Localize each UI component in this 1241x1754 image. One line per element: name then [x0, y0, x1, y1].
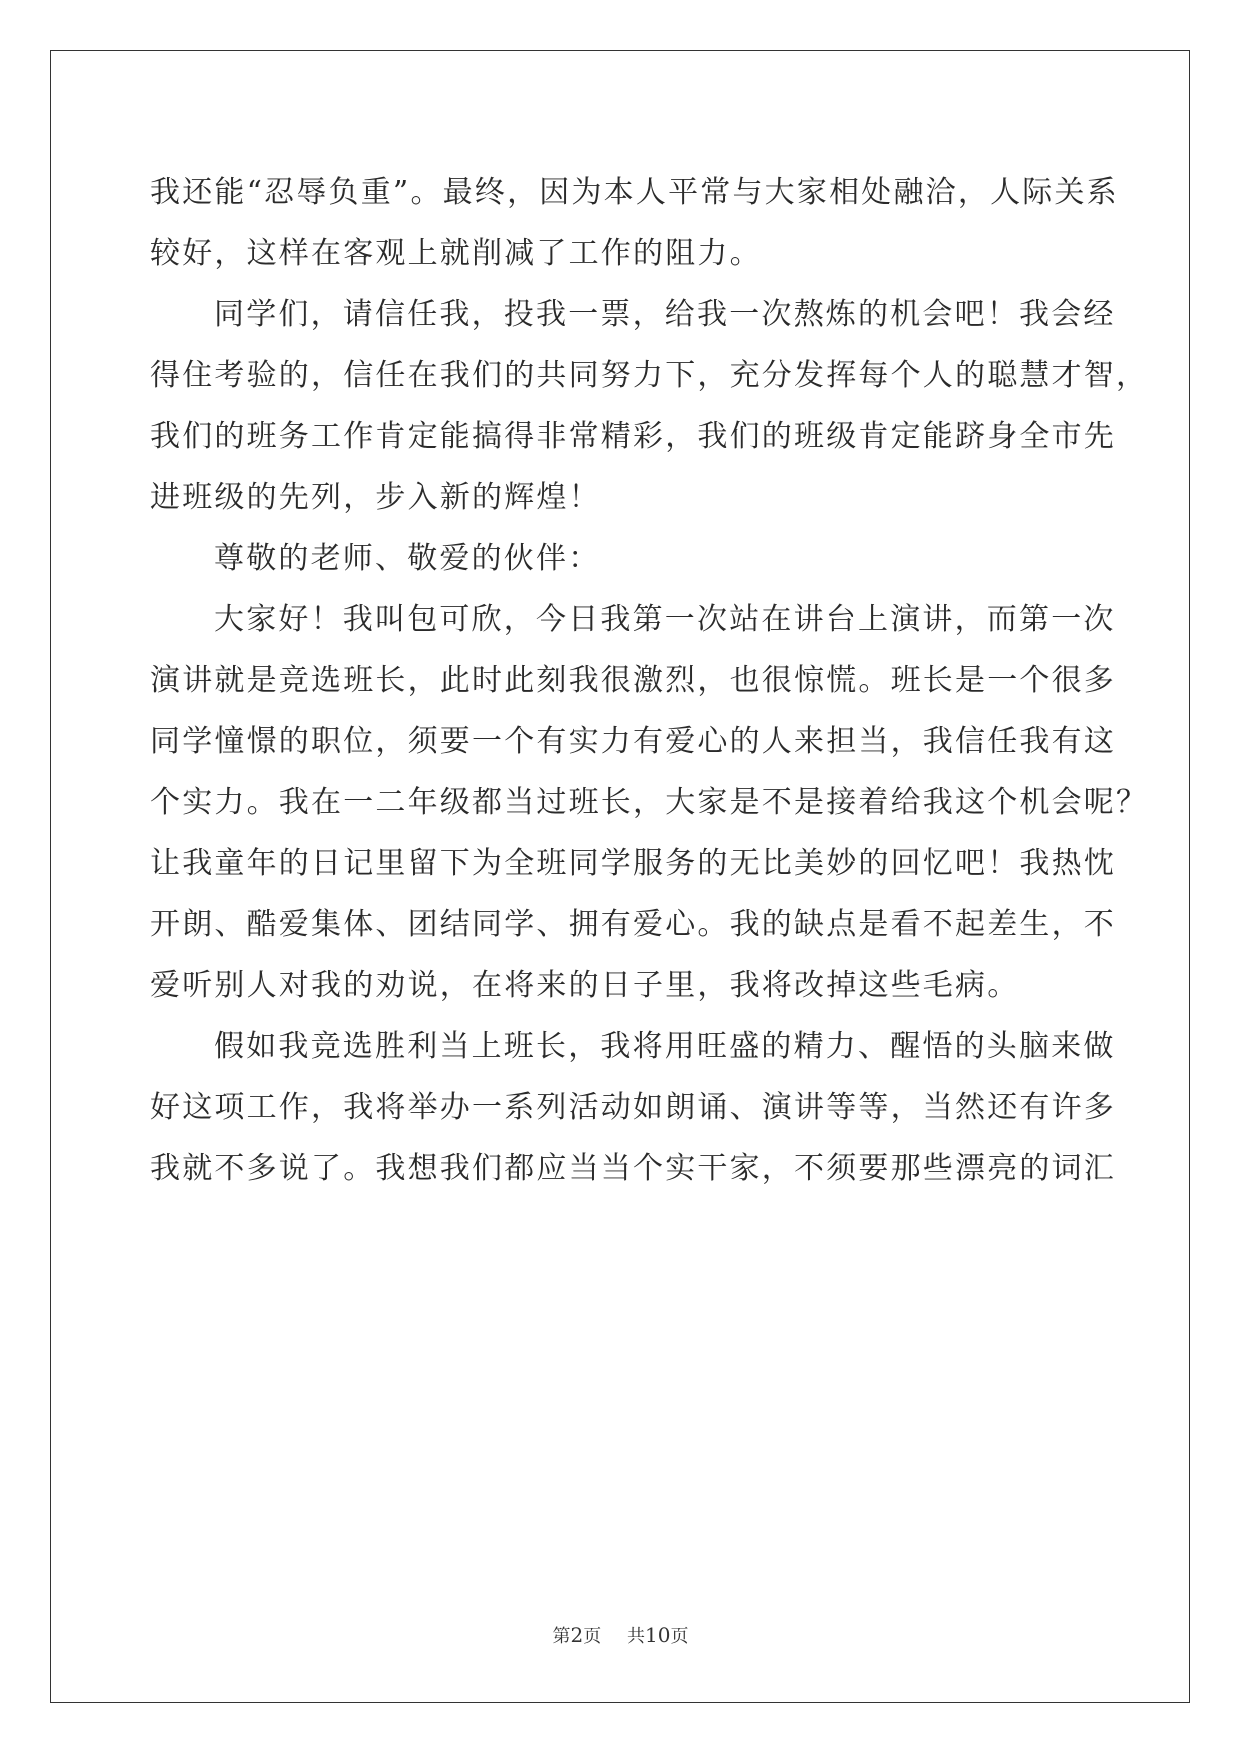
paragraph-start-line: 假如我竞选胜利当上班长，我将用旺盛的精力、醒悟的头脑来做 [214, 1029, 1116, 1064]
page-suffix: 页 [583, 1626, 602, 1647]
text-line: 得住考验的，信任在我们的共同努力下，充分发挥每个人的聪慧才智， [150, 358, 1149, 393]
paragraph-start-line: 大家好！我叫包可欣，今日我第一次站在讲台上演讲，而第一次 [214, 602, 1116, 637]
text-line: 好这项工作，我将举办一系列活动如朗诵、演讲等等，当然还有许多 [150, 1090, 1116, 1125]
page-prefix: 第 [552, 1626, 571, 1647]
text-line: 我就不多说了。我想我们都应当当个实干家，不须要那些漂亮的词汇 [150, 1151, 1116, 1186]
text-line: 较好，这样在客观上就削减了工作的阻力。 [150, 236, 762, 271]
text-line: 演讲就是竞选班长，此时此刻我很激烈，也很惊慌。班长是一个很多 [150, 663, 1116, 698]
text-line: 同学憧憬的职位，须要一个有实力有爱心的人来担当，我信任我有这 [150, 724, 1116, 759]
paragraph-start-line: 同学们，请信任我，投我一票，给我一次熬炼的机会吧！我会经 [214, 297, 1116, 332]
text-line: 爱听别人对我的劝说，在将来的日子里，我将改掉这些毛病。 [150, 968, 1020, 1003]
page-number: 2 [570, 1623, 584, 1647]
document-body [150, 162, 1149, 1199]
text-line: 进班级的先列，步入新的辉煌！ [150, 480, 601, 515]
page-footer [0, 1622, 1241, 1648]
salutation-line: 尊敬的老师、敬爱的伙伴： [214, 541, 601, 576]
text-line: 我还能“忍辱负重”。最终，因为本人平常与大家相处融洽，人际关系 [150, 175, 1119, 210]
total-number: 10 [645, 1623, 671, 1647]
total-prefix: 共 [627, 1626, 645, 1647]
page-indicator [552, 1623, 602, 1647]
total-suffix: 页 [670, 1626, 689, 1647]
text-line: 开朗、酷爱集体、团结同学、拥有爱心。我的缺点是看不起差生，不 [150, 907, 1116, 942]
text-line: 个实力。我在一二年级都当过班长，大家是不是接着给我这个机会呢？ [150, 785, 1149, 820]
text-line: 让我童年的日记里留下为全班同学服务的无比美妙的回忆吧！我热忱 [150, 846, 1116, 881]
text-line: 我们的班务工作肯定能搞得非常精彩，我们的班级肯定能跻身全市先 [150, 419, 1116, 454]
total-pages-indicator [627, 1623, 689, 1647]
